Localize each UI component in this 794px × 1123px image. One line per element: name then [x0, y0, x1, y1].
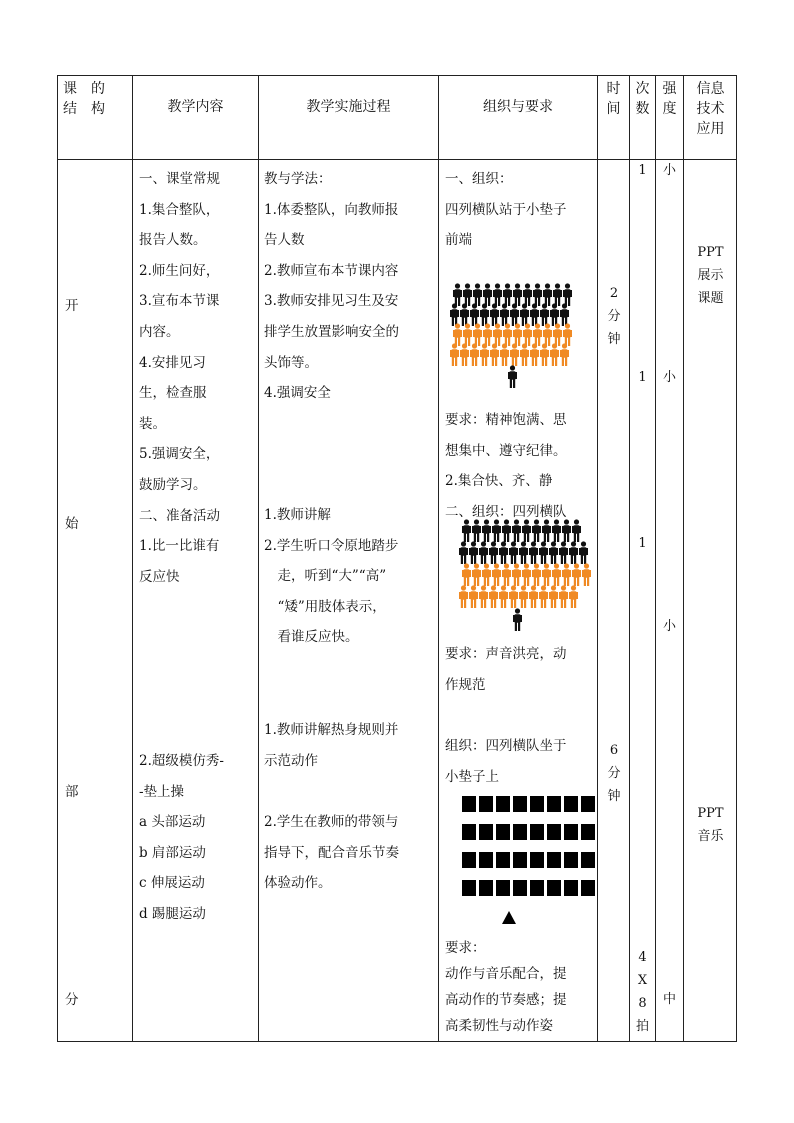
student-figure-icon [552, 519, 561, 543]
student-figure-icon [572, 563, 581, 587]
content-line: 反应快 [139, 568, 180, 585]
student-figure-icon [492, 563, 501, 587]
org-block [445, 935, 567, 1039]
mat-square [547, 796, 561, 812]
time-line: 6 [609, 743, 619, 758]
student-figure-icon [479, 541, 488, 565]
header-time [598, 79, 629, 119]
process-block [264, 164, 399, 409]
header-count [630, 79, 655, 119]
mat-square [581, 796, 595, 812]
mat-square [462, 852, 476, 868]
student-figure-icon [532, 563, 541, 587]
student-figure-icon [459, 541, 468, 565]
mat-square [462, 880, 476, 896]
it-line: 课题 [697, 291, 724, 306]
col-divider [655, 75, 656, 1041]
org-line: 高动作的节奏感；提 [445, 992, 567, 1008]
mat-square [479, 824, 493, 840]
student-figure-icon [489, 541, 498, 565]
student-figure-icon [479, 585, 488, 609]
intensity-cell: 中 [662, 992, 676, 1007]
content-line: 2.超级模仿秀- [139, 753, 224, 769]
process-line: “矮”用肢体表示， [264, 598, 386, 615]
content-line: 5.强调安全， [139, 446, 220, 463]
org-block [445, 405, 567, 527]
org-line: 要求：精神饱满、思 [445, 412, 567, 428]
mat-square [564, 796, 578, 812]
teacher-position-triangle-icon [502, 911, 516, 924]
header-structure-line: 结 构 [63, 101, 105, 117]
process-block [264, 500, 398, 653]
mat-square [530, 852, 544, 868]
student-figure-icon [522, 519, 531, 543]
it-line: 音乐 [697, 829, 724, 844]
count-cell: 1 [638, 163, 647, 178]
content-line: -垫上操 [139, 783, 185, 800]
col-divider [683, 75, 684, 1041]
student-figure-icon [502, 563, 511, 587]
col-divider [597, 75, 598, 1041]
mat-square [547, 824, 561, 840]
org-line: 动作与音乐配合，提 [445, 966, 567, 982]
org-line: 要求： [445, 940, 486, 956]
it-cell [684, 802, 737, 848]
process-line: 1.体委整队，向教师报 [264, 201, 399, 218]
org-line: 高柔韧性与动作姿 [445, 1018, 553, 1034]
content-line: 一、课堂常规 [139, 171, 220, 187]
student-figure-icon [470, 343, 479, 367]
process-line: 2.教师宣布本节课内容 [264, 262, 399, 279]
it-line: 展示 [697, 268, 724, 283]
mat-square [479, 796, 493, 812]
student-figure-icon [559, 585, 568, 609]
it-line: PPT [697, 806, 724, 821]
mat-square [530, 824, 544, 840]
count-cell [630, 946, 655, 1038]
student-figure-icon [462, 563, 471, 587]
student-figure-icon [509, 585, 518, 609]
student-figure-icon [459, 585, 468, 609]
content-line: 生，检查服 [139, 385, 207, 402]
intensity-cell: 小 [662, 163, 676, 178]
process-line: 教与学法： [264, 171, 332, 187]
content-line: 鼓励学习。 [139, 476, 207, 493]
student-figure-icon [549, 541, 558, 565]
lesson-plan-page [57, 75, 737, 1042]
student-figure-icon [469, 585, 478, 609]
student-figure-icon [472, 563, 481, 587]
mat-square [513, 852, 527, 868]
mat-square [581, 824, 595, 840]
process-line: 3.教师安排见习生及安 [264, 293, 399, 310]
student-figure-icon [539, 585, 548, 609]
org-line: 想集中、遵守纪律。 [445, 442, 567, 459]
student-figure-icon [499, 585, 508, 609]
process-line: 头饰等。 [264, 354, 318, 371]
content-line: b 肩部运动 [139, 844, 206, 861]
mat-square [547, 880, 561, 896]
structure-char: 分 [65, 992, 79, 1008]
process-line: 看谁反应快。 [264, 629, 359, 646]
header-it-line: 应用 [696, 121, 725, 137]
content-line: c 伸展运动 [139, 875, 205, 892]
time-cell [598, 739, 630, 808]
content-line: 报告人数。 [139, 232, 207, 249]
structure-char: 开 [65, 298, 79, 314]
student-figure-icon [512, 563, 521, 587]
header-count-line: 数 [635, 101, 650, 117]
student-figure-icon [490, 343, 499, 367]
org-line: 二、组织：四列横队 [445, 503, 567, 520]
header-structure [63, 79, 127, 119]
student-figure-icon [552, 563, 561, 587]
student-figure-icon [522, 563, 531, 587]
process-line: 告人数 [264, 232, 305, 249]
mat-square [564, 852, 578, 868]
structure-char: 部 [65, 784, 79, 800]
col-divider [132, 75, 133, 1041]
student-figure-icon [502, 519, 511, 543]
it-cell [684, 241, 737, 310]
count-line: 拍 [635, 1019, 649, 1034]
student-figure-icon [569, 585, 578, 609]
mat-square [530, 880, 544, 896]
student-figure-icon [462, 519, 471, 543]
mat-square [462, 824, 476, 840]
header-time-line: 时 [606, 81, 621, 97]
mat-square [513, 796, 527, 812]
count-line: X [637, 973, 648, 988]
org-line: 组织：四列横队坐于 [445, 738, 567, 754]
org-block [445, 164, 567, 256]
student-figure-icon [572, 519, 581, 543]
org-block [445, 731, 567, 792]
content-line: 1.比一比谁有 [139, 538, 220, 555]
student-figure-icon [482, 519, 491, 543]
header-intensity [656, 79, 683, 119]
student-figure-icon [562, 519, 571, 543]
mat-square [496, 796, 510, 812]
student-figure-icon [540, 343, 549, 367]
count-line: 8 [638, 996, 647, 1011]
content-line: d 踢腿运动 [139, 905, 206, 922]
time-cell [598, 282, 630, 351]
student-figure-icon [512, 519, 521, 543]
mat-square [496, 852, 510, 868]
header-it-line: 技术 [696, 101, 725, 117]
student-figure-icon [480, 343, 489, 367]
content-line: 4.安排见习 [139, 354, 206, 371]
student-figure-icon [489, 585, 498, 609]
time-line: 钟 [607, 789, 621, 804]
org-line: 小垫子上 [445, 768, 499, 785]
mat-square [564, 880, 578, 896]
student-figure-icon [520, 343, 529, 367]
time-line: 分 [607, 766, 621, 781]
content-line: 1.集合整队， [139, 201, 220, 218]
content-line: a 头部运动 [139, 814, 206, 831]
student-figure-icon [559, 541, 568, 565]
mat-square [513, 880, 527, 896]
mat-square [496, 880, 510, 896]
teacher-figure-icon [513, 608, 522, 632]
org-line: 一、组织： [445, 171, 513, 187]
mat-square [513, 824, 527, 840]
student-figure-icon [500, 343, 509, 367]
content-line: 装。 [139, 415, 166, 432]
intensity-cell: 小 [662, 619, 676, 634]
org-block [445, 639, 567, 700]
header-structure-line: 课 的 [63, 81, 105, 97]
student-figure-icon [529, 585, 538, 609]
student-figure-icon [529, 541, 538, 565]
structure-char: 始 [65, 516, 79, 532]
student-figure-icon [539, 541, 548, 565]
mat-square [530, 796, 544, 812]
student-figure-icon [562, 563, 571, 587]
intensity-cell: 小 [662, 370, 676, 385]
student-figure-icon [579, 541, 588, 565]
content-line: 2.师生问好， [139, 262, 220, 279]
process-line: 排学生放置影响安全的 [264, 323, 399, 340]
student-figure-icon [472, 519, 481, 543]
mat-square [581, 880, 595, 896]
org-line: 要求：声音洪亮，动 [445, 646, 567, 662]
student-figure-icon [492, 519, 501, 543]
it-line: PPT [697, 245, 724, 260]
time-line: 2 [609, 286, 619, 301]
header-it [684, 79, 737, 139]
process-line: 2.学生在教师的带领与 [264, 814, 399, 830]
header-it-line: 信息 [696, 81, 725, 97]
col-divider [629, 75, 630, 1041]
header-process: 教学实施过程 [306, 99, 391, 115]
student-figure-icon [549, 585, 558, 609]
mat-square [479, 852, 493, 868]
student-figure-icon [519, 585, 528, 609]
student-figure-icon [569, 541, 578, 565]
mat-square [496, 824, 510, 840]
student-figure-icon [482, 563, 491, 587]
header-count-line: 次 [635, 81, 650, 97]
process-line: 2.学生听口令原地踏步 [264, 537, 399, 554]
content-line: 3.宣布本节课 [139, 293, 220, 310]
col-divider [258, 75, 259, 1041]
count-cell: 1 [638, 370, 647, 385]
process-block [264, 807, 399, 899]
student-figure-icon [542, 519, 551, 543]
org-line: 作规范 [445, 676, 486, 693]
content-line: 二、准备活动 [139, 507, 220, 524]
student-figure-icon [560, 343, 569, 367]
col-divider [438, 75, 439, 1041]
process-line: 1.教师讲解 [264, 507, 331, 523]
student-figure-icon [582, 563, 591, 587]
process-line: 走，听到“大”“高” [264, 568, 387, 585]
process-line: 体验动作。 [264, 875, 332, 892]
header-time-line: 间 [606, 101, 621, 117]
mat-square [462, 796, 476, 812]
time-line: 钟 [607, 332, 621, 347]
student-figure-icon [460, 343, 469, 367]
header-organization: 组织与要求 [483, 99, 553, 115]
student-figure-icon [532, 519, 541, 543]
process-line: 4.强调安全 [264, 385, 331, 402]
process-line: 指导下，配合音乐节奏 [264, 844, 399, 861]
process-block [264, 715, 398, 776]
content-list-1 [139, 164, 220, 592]
student-figure-icon [499, 541, 508, 565]
process-line: 1.教师讲解热身规则并 [264, 722, 399, 738]
org-line: 前端 [445, 232, 472, 249]
process-line: 示范动作 [264, 752, 318, 769]
count-line: 4 [638, 950, 647, 965]
content-line: 内容。 [139, 323, 180, 340]
org-line: 四列横队站于小垫子 [445, 201, 567, 218]
count-cell: 1 [638, 536, 647, 551]
mat-square [479, 880, 493, 896]
mat-square [547, 852, 561, 868]
teacher-figure-icon [508, 365, 517, 389]
student-figure-icon [519, 541, 528, 565]
mat-square [564, 824, 578, 840]
student-figure-icon [510, 343, 519, 367]
header-content: 教学内容 [167, 99, 224, 115]
student-figure-icon [550, 343, 559, 367]
header-intensity-line: 强 [662, 81, 677, 97]
student-figure-icon [542, 563, 551, 587]
student-figure-icon [509, 541, 518, 565]
content-list-2 [139, 746, 224, 930]
student-figure-icon [450, 343, 459, 367]
header-intensity-line: 度 [662, 101, 677, 117]
time-line: 分 [607, 309, 621, 324]
mat-square [581, 852, 595, 868]
student-figure-icon [530, 343, 539, 367]
org-line: 2.集合快、齐、静 [445, 473, 553, 490]
student-figure-icon [469, 541, 478, 565]
